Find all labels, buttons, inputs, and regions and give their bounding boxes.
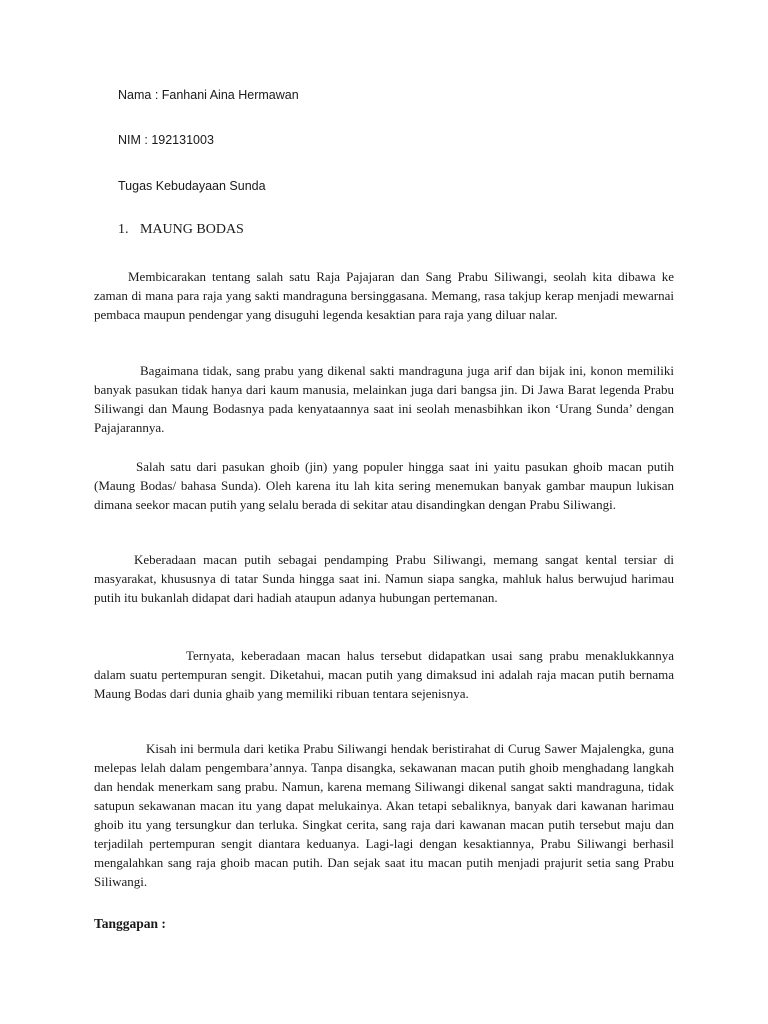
assignment-title: Tugas Kebudayaan Sunda [118,179,266,193]
student-name: Nama : Fanhani Aina Hermawan [118,88,299,102]
paragraph-5: Ternyata, keberadaan macan halus tersebut didapatkan usai sang prabu menaklukkannya dalam suatu pertempuran sengit. Diketahui, macan putih yang dimaksud ini adalah raja macan putih bernama Maung Bodas dari dunia ghaib yang memiliki ribuan tentara sejenisnya. [94,648,674,701]
tanggapan-label: Tanggapan : [94,916,166,931]
paragraph-4: Keberadaan macan putih sebagai pendamping Prabu Siliwangi, memang sangat kental tersiar di masyarakat, khususnya di tatar Sunda hingga saat ini. Namun siapa sangka, mahluk halus berwujud harimau putih itu bukanlah didapat dari hadiah ataupun adanya hubungan pertemanan. [94,552,674,605]
section-number: 1. [118,222,129,237]
paragraph-1: Membicarakan tentang salah satu Raja Pajajaran dan Sang Prabu Siliwangi, seolah kita dibawa ke zaman di mana para raja yang sakti mandraguna bersinggasana. Memang, rasa takjup kerap menjadi mewarnai pembaca maupun pendengar yang disuguhi legenda kesaktian para raja yang diluar nalar. [94,269,674,322]
paragraph-2: Bagaimana tidak, sang prabu yang dikenal sakti mandraguna juga arif dan bijak ini, konon memiliki banyak pasukan tidak hanya dari kaum manusia, melainkan juga dari bangsa jin. Di Jawa Barat legenda Prabu Siliwangi dan Maung Bodasnya pada kenyataannya saat ini seolah menasbihkan ikon ‘Urang Sunda’ dengan Pajajarannya. [94,363,674,435]
student-nim: NIM : 192131003 [118,133,214,147]
section-heading [118,222,244,238]
section-title: MAUNG BODAS [140,222,244,237]
paragraph-3: Salah satu dari pasukan ghoib (jin) yang populer hingga saat ini yaitu pasukan ghoib macan putih (Maung Bodas/ bahasa Sunda). Oleh karena itu lah kita sering menemukan banyak gambar maupun lukisan dimana seekor macan putih yang selalu berada di sekitar atau disandingkan dengan Prabu Siliwangi. [94,459,674,512]
paragraph-6: Kisah ini bermula dari ketika Prabu Siliwangi hendak beristirahat di Curug Sawer Majalengka, guna melepas lelah dalam pengembara’annya. Tanpa disangka, sekawanan macan putih ghoib menghadang langkah dan hendak menerkam sang prabu. Namun, karena memang Siliwangi dikenal sangat sakti mandraguna, tidak satupun sekawanan macan itu yang dapat melukainya. Akan tetapi sebaliknya, banyak dari kawanan harimau ghoib itu yang tersungkur dan terluka. Singkat cerita, sang raja dari kawanan macan putih tersebut maju dan terjadilah pertempuran sengit diantara keduanya. Lagi-lagi dengan kesaktiannya, Prabu Siliwangi berhasil mengalahkan sang raja ghoib macan putih. Dan sejak saat itu macan putih menjadi prajurit setia sang Prabu Siliwangi. [94,741,674,889]
